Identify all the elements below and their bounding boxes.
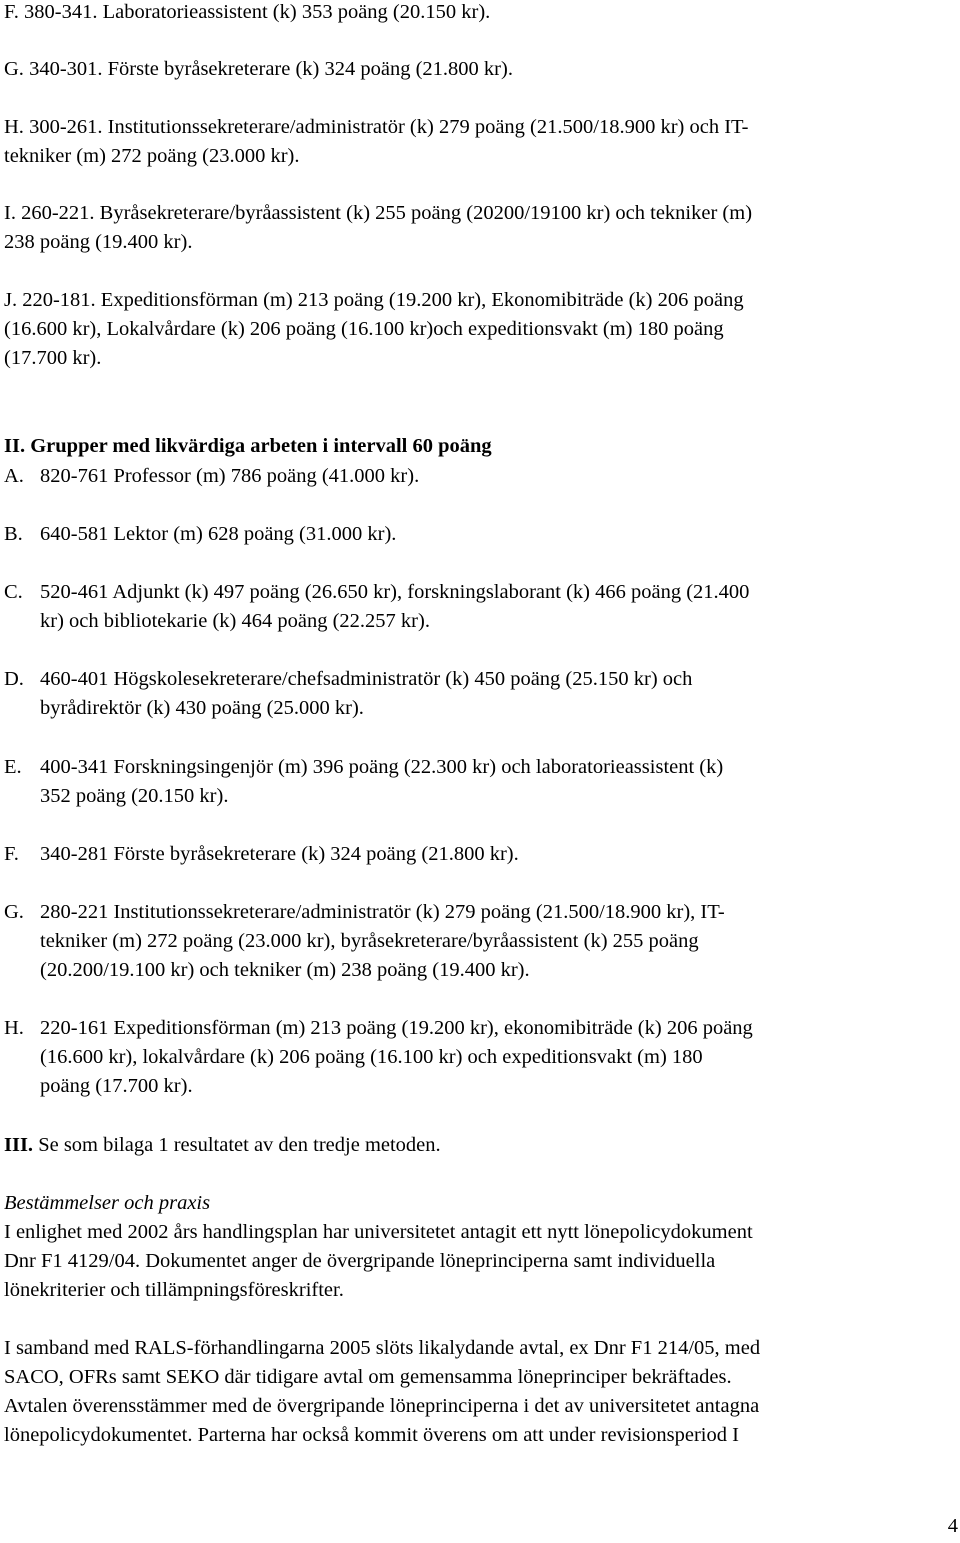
item-text-continued: (17.700 kr). (4, 347, 102, 369)
item-letter: E. (4, 756, 22, 778)
paragraph-line: I samband med RALS-förhandlingarna 2005 slöts likalydande avtal, ex Dnr F1 214/05, med (4, 1337, 761, 1359)
item-text-continued: byrådirektör (k) 430 poäng (25.000 kr). (40, 697, 364, 719)
item-text: 520-461 Adjunkt (k) 497 poäng (26.650 kr), forskningslaborant (k) 466 poäng (21.400 (40, 581, 750, 603)
item-text-continued: tekniker (m) 272 poäng (23.000 kr). (4, 145, 300, 167)
list-item-g (4, 55, 954, 84)
list-item-c (4, 578, 958, 636)
list-item-h2 (4, 1014, 958, 1101)
item-text-continued: poäng (17.700 kr). (40, 1075, 193, 1097)
item-text: 820-761 Professor (m) 786 poäng (41.000 kr). (40, 465, 420, 487)
list-item-d (4, 665, 958, 723)
item-letter: I. (4, 202, 16, 224)
item-letter: C. (4, 581, 23, 603)
item-text: 340-281 Förste byråsekreterare (k) 324 poäng (21.800 kr). (40, 843, 519, 865)
paragraph-line: I enlighet med 2002 års handlingsplan har universitetet antagit ett nytt lönepolicydokument (4, 1221, 753, 1243)
item-letter: A. (4, 465, 24, 487)
item-text: 380-341. Laboratorieassistent (k) 353 poäng (20.150 kr). (24, 1, 491, 23)
item-letter: F. (4, 843, 19, 865)
item-text: 400-341 Forskningsingenjör (m) 396 poäng (22.300 kr) och laboratorieassistent (k) (40, 756, 724, 778)
paragraph-line: SACO, OFRs samt SEKO där tidigare avtal om gemensamma löneprinciper bekräftades. (4, 1366, 732, 1388)
item-text-continued: (16.600 kr), Lokalvårdare (k) 206 poäng (16.100 kr)och expeditionsvakt (m) 180 poäng (4, 318, 724, 340)
item-letter: H. (4, 1017, 24, 1039)
section-numeral: III. (4, 1134, 34, 1156)
list-item-f (4, 0, 954, 27)
item-text: 280-221 Institutionssekreterare/administratör (k) 279 poäng (21.500/18.900 kr), IT- (40, 901, 725, 923)
list-item-f2 (4, 840, 958, 869)
list-item-b (4, 520, 958, 549)
item-text-continued: 352 poäng (20.150 kr). (40, 785, 229, 807)
paragraph-line: lönepolicydokumentet. Parterna har också kommit överens om att under revisionsperiod I (4, 1424, 739, 1446)
item-text-continued: (20.200/19.100 kr) och tekniker (m) 238 poäng (19.400 kr). (40, 959, 530, 981)
item-text-continued: kr) och bibliotekarie (k) 464 poäng (22.257 kr). (40, 610, 430, 632)
item-text: 220-181. Expeditionsförman (m) 213 poäng (19.200 kr), Ekonomibiträde (k) 206 poäng (22, 289, 744, 311)
list-item-j (4, 286, 954, 373)
paragraph-line: Avtalen överensstämmer med de övergripande löneprinciperna i det av universitetet antagna (4, 1395, 760, 1417)
list-item-e (4, 753, 958, 811)
section-title: Grupper med likvärdiga arbeten i intervall 60 poäng (30, 435, 492, 457)
item-letter: F. (4, 1, 19, 23)
item-letter: J. (4, 289, 18, 311)
list-item-h (4, 113, 954, 171)
item-text: 260-221. Byråsekreterare/byråassistent (k) 255 poäng (20200/19100 kr) och tekniker (m) (21, 202, 753, 224)
paragraph-line: lönekriterier och tillämpningsföreskrifter. (4, 1279, 344, 1301)
section-heading-ii (4, 432, 954, 461)
item-text-continued: tekniker (m) 272 poäng (23.000 kr), byråsekreterare/byråassistent (k) 255 poäng (40, 930, 699, 952)
item-letter: B. (4, 523, 23, 545)
item-letter: H. (4, 116, 24, 138)
item-text: 300-261. Institutionssekreterare/administratör (k) 279 poäng (21.500/18.900 kr) och IT- (29, 116, 749, 138)
item-letter: D. (4, 668, 24, 690)
paragraph-line: Dnr F1 4129/04. Dokumentet anger de övergripande löneprinciperna samt individuella (4, 1250, 716, 1272)
item-letter: G. (4, 901, 24, 923)
item-text: 340-301. Förste byråsekreterare (k) 324 poäng (21.800 kr). (29, 58, 513, 80)
list-item-i (4, 199, 954, 257)
list-item-g2 (4, 898, 958, 985)
paragraph-1 (4, 1218, 954, 1305)
item-text: 460-401 Högskolesekreterare/chefsadministratör (k) 450 poäng (25.150 kr) och (40, 668, 693, 690)
item-text-continued: 238 poäng (19.400 kr). (4, 231, 193, 253)
section-numeral: II. (4, 435, 26, 457)
list-item-a (4, 462, 958, 491)
item-text: 220-161 Expeditionsförman (m) 213 poäng (19.200 kr), ekonomibiträde (k) 206 poäng (40, 1017, 753, 1039)
item-text-continued: (16.600 kr), lokalvårdare (k) 206 poäng (16.100 kr) och expeditionsvakt (m) 180 (40, 1046, 703, 1068)
subheading-bestammelser: Bestämmelser och praxis (4, 1192, 211, 1214)
item-letter: G. (4, 58, 24, 80)
page-number: 4 (947, 1515, 958, 1537)
paragraph-2 (4, 1334, 954, 1450)
section-iii (4, 1131, 954, 1160)
section-text: Se som bilaga 1 resultatet av den tredje metoden. (33, 1134, 441, 1156)
item-text: 640-581 Lektor (m) 628 poäng (31.000 kr). (40, 523, 397, 545)
